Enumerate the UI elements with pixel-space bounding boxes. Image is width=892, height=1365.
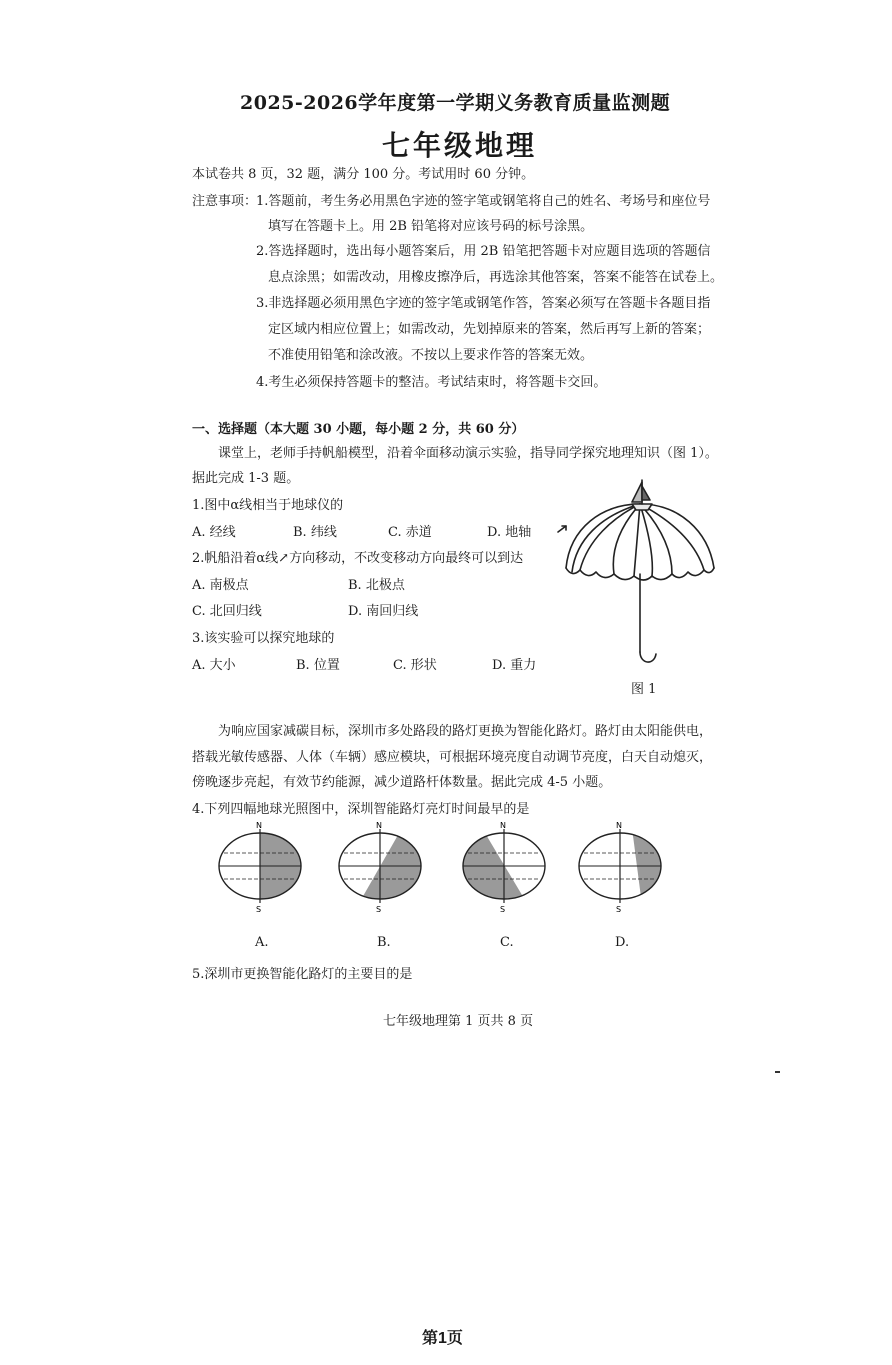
pole-s-label: S xyxy=(256,905,262,914)
note-line: 填写在答题卡上。用 2B 铅笔将对应该号码的标号涂黑。 xyxy=(268,219,594,234)
passage-line: 傍晚逐步亮起，有效节约能源，减少道路杆体数量。据此完成 4-5 小题。 xyxy=(192,775,612,790)
section-heading: 一、选择题（本大题 30 小题，每小题 2 分，共 60 分） xyxy=(192,422,525,437)
pole-n-label: N xyxy=(616,821,622,830)
pole-s-label: S xyxy=(616,905,622,914)
pole-n-label: N xyxy=(500,821,506,830)
q4-option-c: C. xyxy=(500,935,514,950)
note-line: 不准使用铅笔和涂改液。不按以上要求作答的答案无效。 xyxy=(268,348,594,363)
q3-option-b: B. 位置 xyxy=(296,658,340,673)
q1-option-a: A. 经线 xyxy=(192,525,236,540)
scan-mark xyxy=(775,1071,780,1073)
note-line: 3.非选择题必须用黑色字迹的签字笔或钢笔作答，答案必须写在答题卡各题目指 xyxy=(256,296,711,311)
question-3-stem: 3.该实验可以探究地球的 xyxy=(192,631,335,646)
q2-option-b: B. 北极点 xyxy=(348,578,405,593)
question-2-stem: 2.帆船沿着α线↗方向移动，不改变移动方向最终可以到达 xyxy=(192,551,524,566)
pole-s-label: S xyxy=(376,905,382,914)
pole-n-label: N xyxy=(256,821,262,830)
q4-option-a: A. xyxy=(255,935,269,950)
passage-line: 据此完成 1-3 题。 xyxy=(192,471,300,486)
q1-option-c: C. 赤道 xyxy=(388,525,432,540)
pole-s-label: S xyxy=(500,905,506,914)
note-line: 定区域内相应位置上；如需改动，先划掉原来的答案，然后再写上新的答案； xyxy=(268,322,711,337)
note-line: 4.考生必须保持答题卡的整洁。考试结束时，将答题卡交回。 xyxy=(256,375,607,390)
question-4-stem: 4.下列四幅地球光照图中，深圳智能路灯亮灯时间最早的是 xyxy=(192,802,530,817)
page-footer-info: 七年级地理第 1 页共 8 页 xyxy=(383,1014,534,1029)
page-number: 第1页 xyxy=(422,1330,463,1347)
question-1-stem: 1.图中α线相当于地球仪的 xyxy=(192,498,344,513)
passage-line: 搭载光敏传感器、人体（车辆）感应模块，可根据环境亮度自动调节亮度，白天自动熄灭， xyxy=(192,750,713,765)
exam-title: 2025-2026学年度第一学期义务教育质量监测题 xyxy=(240,92,671,114)
q1-option-b: B. 纬线 xyxy=(293,525,337,540)
q3-option-c: C. 形状 xyxy=(393,658,437,673)
globe-a xyxy=(219,829,305,905)
passage-line: 课堂上，老师手持帆船模型，沿着伞面移动演示实验，指导同学探究地理知识（图 1）。 xyxy=(218,446,718,461)
note-line: 1.答题前，考生务必用黑色字迹的签字笔或钢笔将自己的姓名、考场号和座位号 xyxy=(256,194,711,209)
q3-option-d: D. 重力 xyxy=(492,658,537,673)
q2-option-d: D. 南回归线 xyxy=(348,604,419,619)
globe-b xyxy=(339,828,425,905)
note-line: 2.答选择题时，选出每小题答案后，用 2B 铅笔把答题卡对应题目选项的答题信 xyxy=(256,244,711,259)
subject-title: 七年级地理 xyxy=(382,129,538,162)
pole-n-label: N xyxy=(376,821,382,830)
question-5-stem: 5.深圳市更换智能化路灯的主要目的是 xyxy=(192,967,413,982)
note-line: 息点涂黑；如需改动，用橡皮擦净后，再选涂其他答案，答案不能答在试卷上。 xyxy=(268,270,724,285)
globe-c xyxy=(460,828,545,905)
q2-option-a: A. 南极点 xyxy=(192,578,249,593)
q2-option-c: C. 北回归线 xyxy=(192,604,262,619)
illumination-diagrams xyxy=(210,820,680,915)
q3-option-a: A. 大小 xyxy=(192,658,236,673)
figure-1-caption: 图 1 xyxy=(631,682,657,697)
q4-option-d: D. xyxy=(615,935,630,950)
passage-line: 为响应国家减碳目标，深圳市多处路段的路灯更换为智能化路灯。路灯由太阳能供电， xyxy=(218,724,713,739)
q1-option-d: D. 地轴 xyxy=(487,525,532,540)
q4-option-b: B. xyxy=(377,935,391,950)
exam-info: 本试卷共 8 页，32 题，满分 100 分。考试用时 60 分钟。 xyxy=(192,167,535,182)
umbrella-figure xyxy=(556,474,721,674)
globe-d xyxy=(579,828,665,905)
notes-label: 注意事项： xyxy=(192,194,258,209)
